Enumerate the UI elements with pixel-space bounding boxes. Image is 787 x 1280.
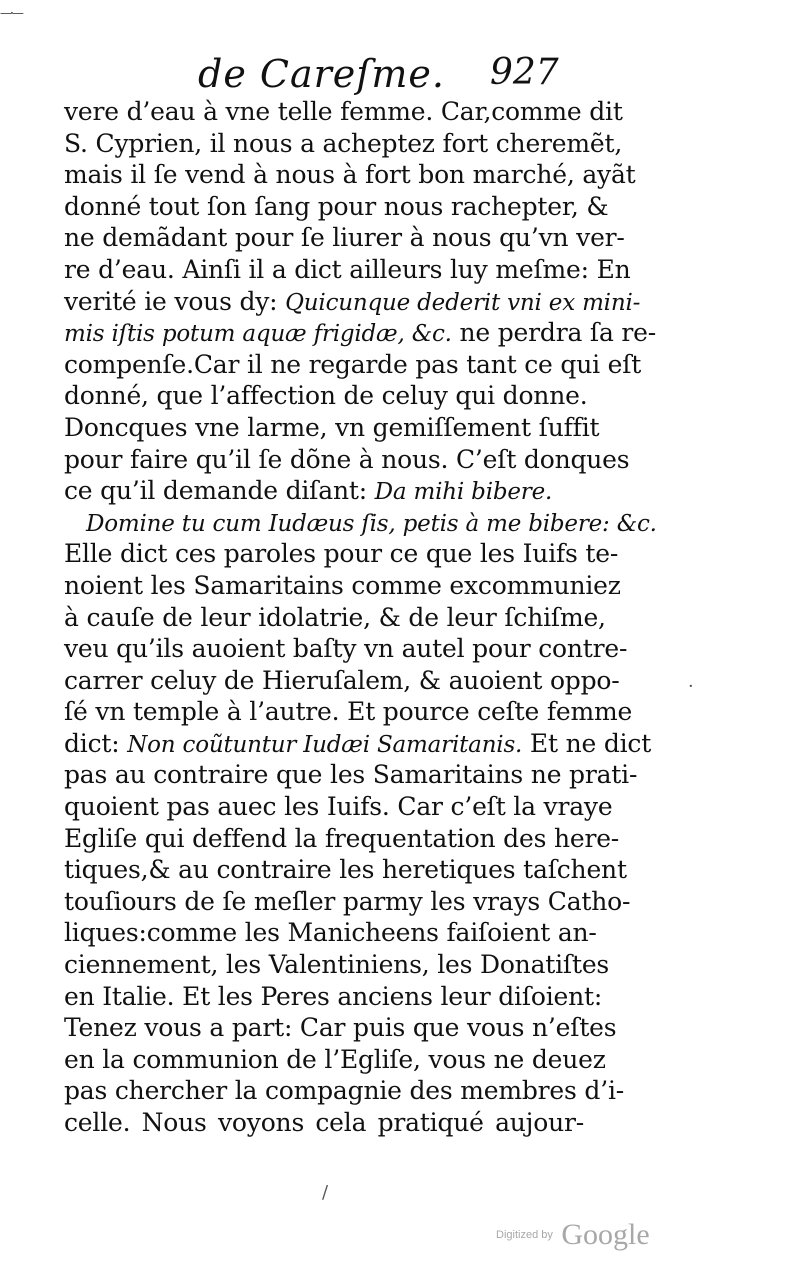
latin-quotation: Da mihi bibere. [374,479,553,506]
text-segment: liques:comme les Manicheens faiſoient an- [64,918,597,948]
text-line [64,380,588,412]
text-segment: donné, que l’affection de celuy qui donne. [64,381,588,411]
google-logo: Google [561,1218,650,1251]
text-segment: ce qu’il demande diſant: [64,476,375,506]
text-segment: ne perdra ſa re- [451,318,657,348]
stray-ink-mark: / [322,1182,329,1203]
text-line [64,159,636,191]
text-segment: celle. Nous voyons cela pratiqué aujour- [64,1108,584,1137]
text-segment: en la communion de l’Egliſe, vous ne deuez [64,1044,606,1074]
text-line [64,665,620,697]
text-segment: Et ne dict [522,728,652,758]
text-line [64,349,642,381]
text-line [64,128,623,160]
text-block [64,96,657,1139]
text-segment: en Italie. Et les Peres anciens leur diſoient: [64,981,603,1011]
text-segment: quoient pas auec les Iuifs. Car c’eſt la vraye [64,792,613,822]
text-segment: ſé vn temple à l’autre. Et pource ceſte femme [64,697,633,727]
text-line [64,917,597,949]
text-segment: veu qu’ils auoient baſty vn autel pour contre- [64,634,628,664]
stray-ink-mark: · [688,676,694,697]
text-line [64,854,627,886]
text-segment: vere d’eau à vne telle femme. Car,comme dit [64,97,623,126]
text-segment: compenſe.Car il ne regarde pas tant ce qui eſt [64,349,642,379]
text-segment: S. Cyprien, il nous a acheptez fort cheremẽt, [64,128,623,158]
text-line [64,759,638,791]
text-line [64,191,609,223]
text-segment: Elle dict ces paroles pour ce que les Iuifs te- [64,539,619,569]
latin-quotation: Non coũtuntur Iudæi Samaritanis. [127,731,523,758]
text-line [64,570,621,602]
text-line [64,1012,617,1044]
text-line [64,444,630,476]
text-line [64,949,610,981]
text-segment: mais il ſe vend à nous à fort bon marché, ayãt [64,160,636,190]
text-segment: tiques,& au contraire les heretiques taſchent [64,855,627,885]
text-segment: Egliſe qui deffend la frequentation des here- [64,823,620,853]
text-segment: re d’eau. Ainſi il a dict ailleurs luy meſme: En [64,254,631,284]
text-line [64,96,623,128]
text-line [64,538,619,570]
text-segment: touſiours de ſe meſler parmy les vrays Catho- [64,886,631,916]
text-segment: pour faire qu’il ſe dõne à nous. C’eſt donques [64,444,630,474]
text-segment: noient les Samaritains comme excommuniez [64,570,621,600]
text-segment: ne demãdant pour ſe liurer à nous qu’vn ver- [64,223,625,253]
text-line [64,981,603,1013]
page-number: 927 [490,52,559,93]
text-line [64,633,628,665]
text-segment: ciennement, les Valentiniens, les Donatiſtes [64,950,610,980]
text-line [64,602,606,634]
text-segment: carrer celuy de Hieruſalem, & auoient oppo- [64,665,620,695]
digitized-by-label: Digitized by [496,1229,553,1241]
text-line [64,222,625,254]
text-line [64,728,652,760]
text-line [64,412,600,444]
text-segment: pas au contraire que les Samaritains ne prati- [64,760,638,790]
latin-quotation: mis iſtis potum aquæ frigidæ, &c. [64,321,452,348]
top-edge-mark: —·— [0,6,22,20]
text-line [64,791,613,823]
text-line [64,475,584,507]
latin-quotation: Quicunque dederit vni ex mini- [285,289,641,316]
text-line [64,1107,584,1139]
text-line [64,1075,624,1107]
text-line [64,823,620,855]
text-segment: à cauſe de leur idolatrie, & de leur ſchiſme, [64,602,606,632]
text-segment: donné tout ſon ſang pour nous rachepter, & [64,191,609,221]
text-segment: verité ie vous dy: [64,286,286,316]
text-line [64,317,657,349]
text-segment: pas chercher la compagnie des membres d’i- [64,1076,624,1106]
digitized-by-google-watermark [496,1218,650,1252]
text-line [64,507,657,539]
text-line [64,286,641,318]
text-segment: dict: [64,728,128,758]
text-line [64,1044,606,1076]
text-segment: Doncques vne larme, vn gemiſſement ſuffit [64,412,600,442]
running-title: de Careſme. [198,52,445,96]
text-line [64,886,631,918]
text-line [64,254,631,286]
text-segment: Tenez vous a part: Car puis que vous n’eſtes [64,1013,617,1043]
text-line [64,696,633,728]
latin-quotation: Domine tu cum Iudæus ſis, petis à me bibere: &c. [86,510,657,537]
